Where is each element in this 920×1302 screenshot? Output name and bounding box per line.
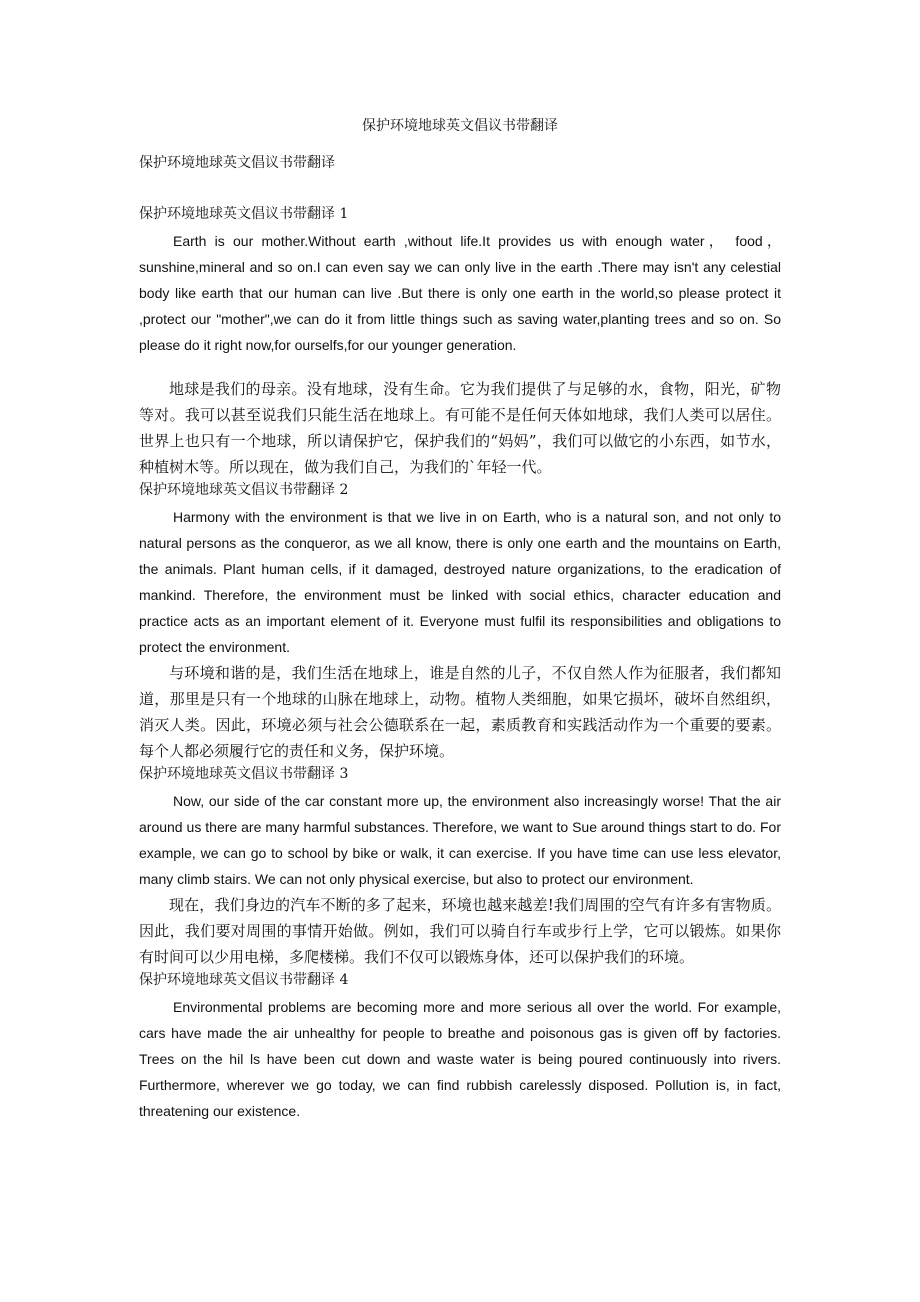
section-3 [139,764,781,970]
section-2 [139,480,781,764]
section-heading: 保护环境地球英文倡议书带翻译 2 [139,482,349,498]
english-paragraph: Harmony with the environment is that we live in on Earth, who is a natural son, and not only to natural persons as the conqueror, as we all know, there is only one earth and the mountains on Earth, the animals. Plant human cells, if it damaged, destroyed nature organizations, to the eradication of mankind. Therefore, the environment must be linked with social ethics, character education and practice acts as an important element of it. Everyone must fulfil its responsibilities and obligations to protect the environment. [139,509,781,655]
section-heading: 保护环境地球英文倡议书带翻译 4 [139,972,349,988]
section-4 [139,970,781,1124]
paragraph-spacer [139,358,781,376]
english-paragraph: Environmental problems are becoming more and more serious all over the world. For example, cars have made the air unhealthy for people to breathe and poisonous gas is given off by factories. Trees on the hil ls have been cut down and waste water is being poured continuously into rivers. Furthermore, wherever we go today, we can find rubbish carelessly disposed. Pollution is, in fact, threatening our existence. [139,999,781,1119]
english-paragraph: Now, our side of the car constant more up, the environment also increasingly worse! That the air around us there are many harmful substances. Therefore, we want to Sue around things start to do. For example, we can go to school by bike or walk, it can exercise. If you have time can use less elevator, many climb stairs. We can not only physical exercise, but also to protect our environment. [139,793,781,887]
section-heading: 保护环境地球英文倡议书带翻译 3 [139,766,349,782]
section-heading: 保护环境地球英文倡议书带翻译 1 [139,206,349,222]
chinese-paragraph: 地球是我们的母亲。没有地球，没有生命。它为我们提供了与足够的水，食物，阳光，矿物等对。我可以甚至说我们只能生活在地球上。有可能不是任何天体如地球，我们人类可以居住。世界上也只有一个地球，所以请保护它，保护我们的“妈妈”，我们可以做它的小东西，如节水，种植树木等。所以现在，做为我们自己，为我们的`年轻一代。 [139,380,781,476]
document-title: 保护环境地球英文倡议书带翻译 [362,118,558,134]
chinese-paragraph: 现在，我们身边的汽车不断的多了起来，环境也越来越差!我们周围的空气有许多有害物质。因此，我们要对周围的事情开始做。例如，我们可以骑自行车或步行上学，它可以锻炼。如果你有时间可以少用电梯，多爬楼梯。我们不仅可以锻炼身体，还可以保护我们的环境。 [139,896,781,966]
document-subtitle: 保护环境地球英文倡议书带翻译 [139,155,335,171]
chinese-paragraph: 与环境和谐的是，我们生活在地球上，谁是自然的儿子，不仅自然人作为征服者，我们都知道，那里是只有一个地球的山脉在地球上，动物。植物人类细胞，如果它损坏，破坏自然组织，消灭人类。因此，环境必须与社会公德联系在一起，素质教育和实践活动作为一个重要的要素。每个人都必须履行它的责任和义务，保护环境。 [139,664,781,760]
english-paragraph: Earth is our mother.Without earth ,without life.It provides us with enough water， food，sunshine,mineral and so on.I can even say we can only live in the earth .There may isn't any celestial body like earth that our human can live .But there is only one earth in the world,so please protect it ,protect our "mother",we can do it from little things such as saving water,planting trees and so on. So please do it right now,for ourselfs,for our younger generation. [139,233,781,353]
document-body [139,204,781,1124]
section-1 [139,204,781,480]
